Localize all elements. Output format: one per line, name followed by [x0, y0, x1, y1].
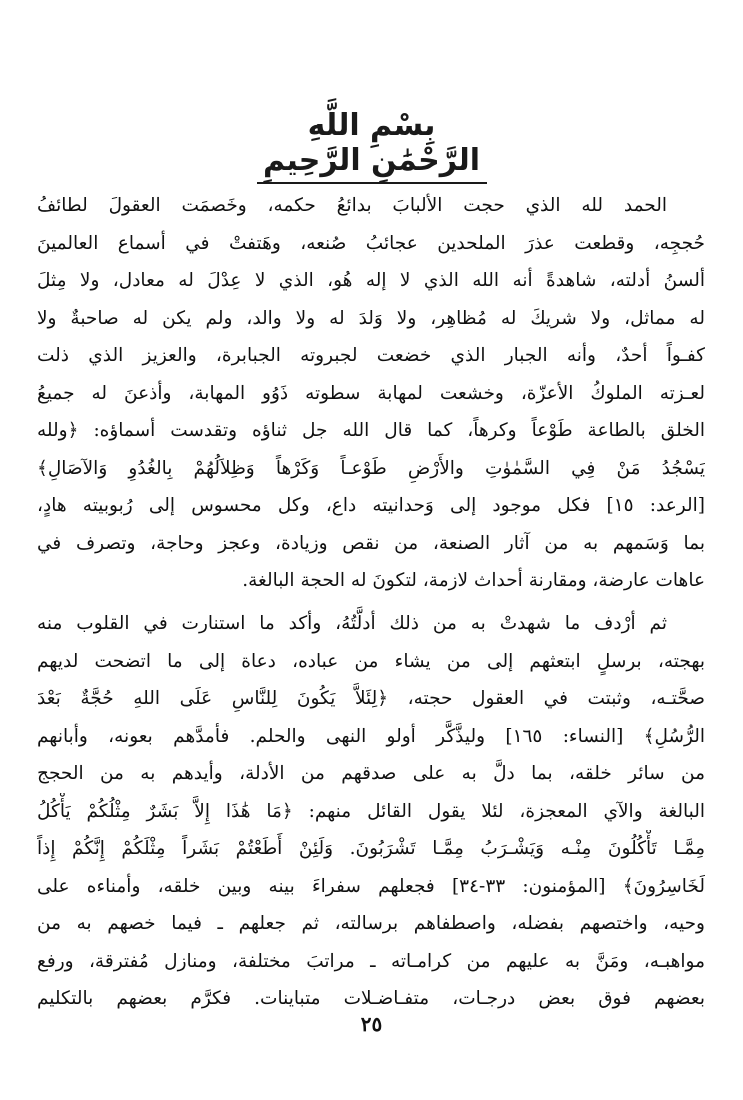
text-line: بعضهم فوق بعض درجـات، متفـاضـلات متباينات. فكرَّم بعضهم بالتكليم: [37, 988, 705, 1009]
text-line: عاهات عارضة، ومقارنة أحداث لازمة، لتكونَ له الحجة البالغة.: [242, 570, 705, 591]
text-line: ألسنُ أدلته، شاهدةً أنه الله الذي لا إله هُو، الذي لا عِدْلَ له معادل، ولا مِثلَ: [37, 270, 705, 291]
text-line: الخلق بالطاعة طَوْعاً وكرهاً، كما قال الله جل ثناؤه وتقدست أسماؤه: ﴿ولله: [37, 420, 705, 441]
text-line: مواهبـه، ومَنَّ به عليهم من كرامـاته ـ مراتبَ مختلفة، ومنازل مُفترقة، ورفع: [37, 950, 705, 972]
text-line: لَخَاسِرُونَ﴾ [المؤمنون: ٣٣-٣٤] فجعلهم سفراءَ بينه وبين خلقه، وأمناءه على: [37, 875, 705, 897]
text-line: الحمد لله الذي حجت الألبابَ بدائعُ حكمه، وخَصمَت العقولَ لطائفُ: [37, 195, 667, 216]
text-line: بما وَسَمهم به من آثار الصنعة، من نقص وزيادة، وعجز وحاجة، وتصرف في: [37, 532, 705, 554]
text-line: ثم أرْدف ما شهدتْ به من ذلك أدلَّتُهُ، وأكد ما استنارت في القلوب منه: [37, 613, 667, 634]
paragraph-1: [37, 187, 705, 600]
text-line: حُججِه، وقطعت عذرَ الملحدين عجائبُ صُنعه، وهَتفتْ في أسماع العالمينَ: [37, 232, 705, 254]
text-line: له مماثل، ولا شريكَ له مُظاهِر، ولا وَلدَ له ولا والد، ولم يكن له صاحبةٌ ولا: [37, 307, 705, 329]
text-line: الرُّسُلِ﴾ [النساء: ١٦٥] وليذَّكَّر أولو النهى والحلم. فأمدَّهم بعونه، وأبانهم: [37, 725, 705, 747]
text-line: من سائر خلقه، بما دلَّ به على صدقهم من الأدلة، وأيدهم به من الحجج: [37, 763, 705, 784]
text-line: صحَّتـه، وثبتت في العقول حجته، ﴿لِئَلاَّ يَكُونَ لِلنَّاسِ عَلَى اللهِ حُجَّةٌ بَعْدَ: [37, 688, 705, 709]
text-line: يَسْجُدُ مَنْ فِي السَّمٰوٰتِ والأَرْضِ طَوْعـاً وَكَرْهاً وَظِلاَلُهُمْ بِالغُدُوِ وَالآصَالِ﴾: [37, 457, 705, 479]
text-line: بهجته، برسلٍ ابتعثهم إلى من يشاء من عباده، دعاة إلى ما اتضحت لديهم: [37, 650, 705, 672]
text-line: البالغة والآي المعجزة، لئلا يقول القائل منهم: ﴿مَا هَٰذَا إِلاَّ بَشَرٌ مِثْلُكُمْ يَأْكُلُ: [37, 800, 705, 822]
text-line: كفـواً أحدٌ، وأنه الجبار الذي خضعت لجبروته الجبابرة، والعزيز الذي ذلت: [37, 345, 705, 366]
text-line: وحيه، واختصهم بفضله، واصطفاهم برسالته، ثم جعلهم ـ فيما خصهم به من: [37, 913, 705, 934]
basmala-text: بِسْمِ اللَّهِ الرَّحْمَٰنِ الرَّحِيمِ: [257, 108, 487, 184]
paragraph-2: [37, 605, 705, 1018]
text-line: مِمَّـا تَأْكُلُونَ مِنْـه وَيَشْـرَبُ مِمَّـا تَشْرَبُونَ. وَلَئِنْ أَطَعْتُمْ بَشَراً مِثْلَكُمْ إِنَّكُمْ إِذاً: [37, 838, 705, 859]
page-number: ٢٥: [360, 1012, 383, 1036]
text-line: [الرعد: ١٥] فكل موجود إلى وَحدانيته داع، وكل محسوس إلى رُبوبيته هادٍ،: [37, 495, 705, 516]
text-line: لعـزته الملوكُ الأعزّة، وخشعت لمهابة سطوته ذَوُو المهابة، وأذعنَ له جميعُ: [37, 382, 705, 404]
basmala-header: [0, 108, 743, 184]
